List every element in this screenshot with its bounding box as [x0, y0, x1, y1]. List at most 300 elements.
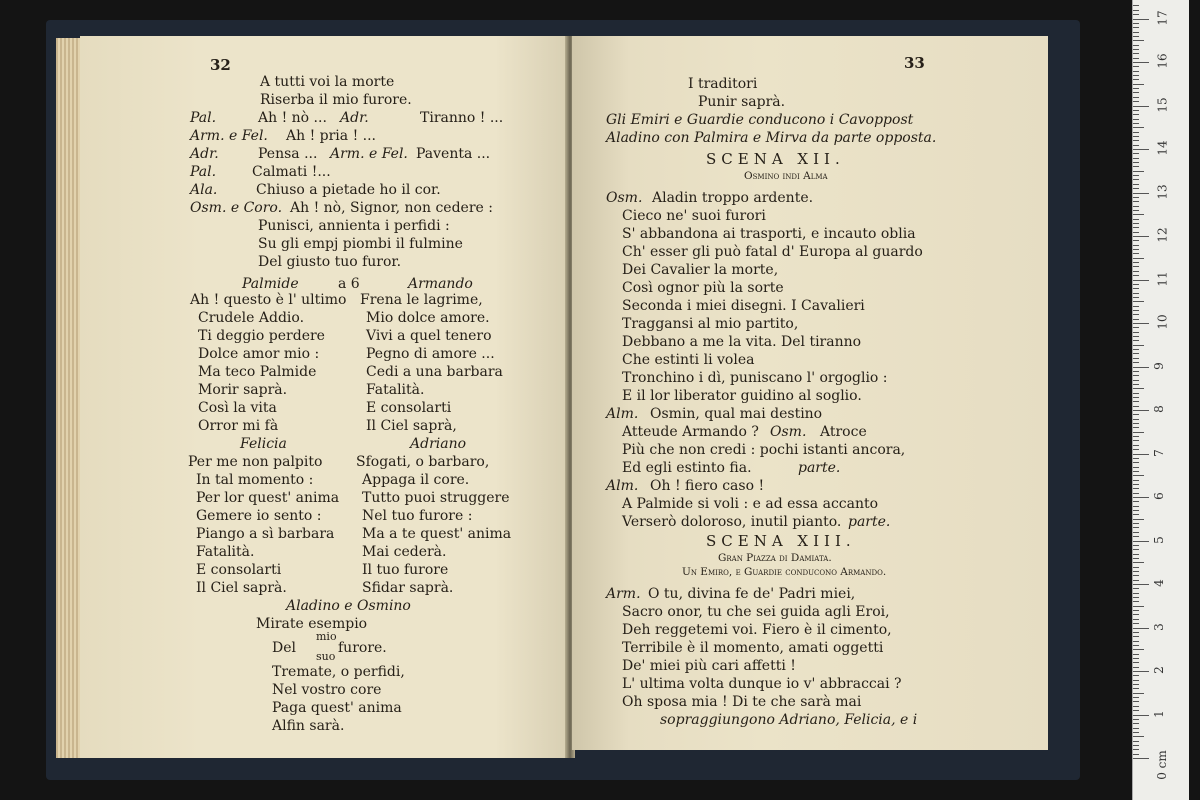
verse-line: Traggansi al mio partito,	[622, 316, 799, 332]
ruler-tick	[1133, 110, 1139, 111]
speaker: Pal.	[190, 110, 217, 126]
ruler-tick	[1133, 641, 1139, 642]
verse-line: Sacro onor, tu che sei guida agli Eroi,	[622, 604, 890, 620]
ruler-tick	[1133, 240, 1139, 241]
speaker: Osm.	[606, 190, 643, 206]
ruler-tick	[1133, 353, 1139, 354]
ruler-tick	[1133, 688, 1139, 689]
ruler-tick	[1133, 601, 1139, 602]
ruler-tick	[1133, 414, 1139, 415]
ruler-tick	[1133, 158, 1139, 159]
ruler-number: 13	[1155, 183, 1170, 200]
verse-line: Deh reggetemi voi. Fiero è il cimento,	[622, 622, 892, 638]
speaker: Adriano	[410, 436, 467, 452]
verse-line: mio	[316, 630, 337, 643]
verse-line: Punir saprà.	[698, 94, 786, 110]
ruler-tick	[1133, 436, 1139, 437]
scene-setting: Gran Piazza di Damiata.	[718, 552, 832, 564]
ruler-tick	[1133, 675, 1139, 676]
verse-line: L' ultima volta dunque io v' abbraccai ?	[622, 676, 902, 692]
ruler-tick	[1133, 75, 1139, 76]
ruler-tick	[1133, 671, 1149, 672]
ruler-tick	[1133, 380, 1139, 381]
ruler-tick	[1133, 32, 1139, 33]
verse-line: Debbano a me la vita. Del tiranno	[622, 334, 862, 350]
verse-line: Atteude Armando ?	[622, 424, 759, 440]
verse-line: Mio dolce amore.	[366, 310, 490, 326]
ruler-tick	[1133, 193, 1149, 194]
verse-line: Chiuso a pietade ho il cor.	[256, 182, 441, 198]
ruler-tick	[1133, 136, 1139, 137]
ruler-number: 6	[1151, 492, 1166, 500]
ruler-tick	[1133, 14, 1139, 15]
verse-line: Ch' esser gli può fatal d' Europa al guardo	[622, 244, 923, 260]
ruler-number: 14	[1155, 140, 1170, 156]
page-number: 32	[210, 56, 231, 74]
verse-line: E consolarti	[196, 562, 282, 578]
ruler-tick	[1133, 728, 1139, 729]
verse-line: Terribile è il momento, amati oggetti	[622, 640, 884, 656]
verse-line: Paventa ...	[416, 146, 491, 162]
right-page	[572, 36, 1048, 750]
ruler-number: 5	[1151, 535, 1166, 544]
ruler-tick	[1133, 19, 1149, 20]
verse-line: Alfin sarà.	[272, 718, 345, 734]
ruler-tick	[1133, 258, 1144, 259]
verse-line: Mai cederà.	[362, 544, 447, 560]
ruler-tick	[1133, 310, 1139, 311]
stage-direction: Aladino con Palmira e Mirva da parte opposta.	[606, 130, 937, 146]
verse-line: Sfidar saprà.	[362, 580, 454, 596]
ruler-tick	[1133, 706, 1139, 707]
ruler-tick	[1133, 523, 1139, 524]
ruler-tick	[1133, 162, 1139, 163]
ruler-tick	[1133, 475, 1144, 476]
ruler-tick	[1133, 658, 1139, 659]
ruler-tick	[1133, 667, 1139, 668]
ruler-number: 10	[1155, 314, 1170, 330]
verse-line: Ma teco Palmide	[198, 364, 317, 380]
scene-heading: SCENA XII.	[706, 150, 845, 168]
ruler-tick	[1133, 562, 1144, 563]
left-page	[80, 36, 568, 758]
ruler-number: 8	[1151, 405, 1166, 413]
ruler-number: 12	[1155, 227, 1170, 243]
ruler-tick	[1133, 201, 1139, 202]
ruler-tick	[1133, 62, 1149, 63]
verse-line: E il lor liberator guidino al soglio.	[622, 388, 862, 404]
ruler-number: 3	[1151, 622, 1166, 631]
ruler-tick	[1133, 327, 1139, 328]
ruler-number: 7	[1151, 448, 1166, 457]
ruler-tick	[1133, 462, 1139, 463]
verse-line: Il Ciel saprà.	[196, 580, 287, 596]
ruler-tick	[1133, 536, 1139, 537]
ruler-tick	[1133, 301, 1144, 302]
speaker: Felicia	[240, 436, 287, 452]
ruler-tick	[1133, 584, 1149, 585]
verse-line: Ah ! pria ! ...	[286, 128, 377, 144]
verse-line: Ah ! nò ...	[258, 110, 327, 126]
verse-line: Nel vostro core	[272, 682, 382, 698]
ruler-tick	[1133, 306, 1139, 307]
ruler-tick	[1133, 106, 1149, 107]
ruler-tick	[1133, 636, 1139, 637]
verse-line: Osmin, qual mai destino	[650, 406, 823, 422]
ruler-tick	[1133, 501, 1139, 502]
ruler-tick	[1133, 206, 1139, 207]
ruler-tick	[1133, 715, 1149, 716]
ruler-tick	[1133, 619, 1139, 620]
stage-direction: parte.	[798, 460, 841, 476]
ruler-tick	[1133, 754, 1139, 755]
verse-line: Ah ! questo è l' ultimo	[190, 292, 347, 308]
verse-line: Ti deggio perdere	[198, 328, 325, 344]
ruler-tick	[1133, 219, 1139, 220]
verse-line: Atroce	[820, 424, 867, 440]
ruler-tick	[1133, 53, 1139, 54]
speaker: Arm. e Fel.	[190, 128, 268, 144]
verse-line: O tu, divina fe de' Padri miei,	[648, 586, 856, 602]
ruler-tick	[1133, 680, 1139, 681]
ruler-number: 17	[1155, 9, 1170, 26]
verse-line: S' abbandona ai trasporti, e incauto oblia	[622, 226, 916, 242]
scene-characters: Un Emiro, e Guardie conducono Armando.	[682, 566, 887, 578]
ruler-tick	[1133, 123, 1139, 124]
verse-line: Oh ! fiero caso !	[650, 478, 765, 494]
verse-line: Cieco ne' suoi furori	[622, 208, 766, 224]
ruler-tick	[1133, 741, 1139, 742]
ruler-tick	[1133, 497, 1149, 498]
verse-line: Così ognor più la sorte	[622, 280, 784, 296]
ruler-tick	[1133, 758, 1149, 759]
verse-line: Fatalità.	[366, 382, 425, 398]
ruler-tick	[1133, 458, 1139, 459]
ruler-tick	[1133, 541, 1149, 542]
ruler-tick	[1133, 297, 1139, 298]
verse-line: Paga quest' anima	[272, 700, 402, 716]
verse-line: Seconda i miei disegni. I Cavalieri	[622, 298, 865, 314]
ruler-tick	[1133, 527, 1139, 528]
scene-characters: Osmino indi Alma	[744, 170, 828, 182]
ruler-tick	[1133, 454, 1149, 455]
verse-line: E consolarti	[366, 400, 452, 416]
ruler-number: 16	[1155, 53, 1170, 69]
ruler-tick	[1133, 484, 1139, 485]
ruler-tick	[1133, 614, 1139, 615]
ruler-tick	[1133, 23, 1139, 24]
ruler-tick	[1133, 393, 1139, 394]
ruler-tick	[1133, 340, 1139, 341]
ruler-tick	[1133, 40, 1144, 41]
verse-line: Riserba il mio furore.	[260, 92, 412, 108]
ruler-tick	[1133, 140, 1139, 141]
ruler-tick	[1133, 232, 1139, 233]
ruler-tick	[1133, 166, 1139, 167]
ruler-tick	[1133, 153, 1139, 154]
ruler-tick	[1133, 171, 1144, 172]
ruler-tick	[1133, 445, 1139, 446]
ruler-tick	[1133, 27, 1139, 28]
ruler-tick	[1133, 210, 1139, 211]
verse-line: Così la vita	[198, 400, 277, 416]
ruler-tick	[1133, 336, 1139, 337]
verse-line: Gemere io sento :	[196, 508, 322, 524]
ruler-tick	[1133, 79, 1139, 80]
verse-line: Piango a sì barbara	[196, 526, 335, 542]
verse-line: Fatalità.	[196, 544, 255, 560]
speaker: Osm.	[770, 424, 807, 440]
ruler-tick	[1133, 149, 1149, 150]
ruler-tick	[1133, 571, 1139, 572]
ruler-tick	[1133, 132, 1139, 133]
ruler-tick	[1133, 432, 1144, 433]
ruler-tick	[1133, 253, 1139, 254]
verse-line: Tronchino i dì, puniscano l' orgoglio :	[622, 370, 888, 386]
ruler-tick	[1133, 545, 1139, 546]
ruler-tick	[1133, 88, 1139, 89]
ruler-tick	[1133, 345, 1144, 346]
verse-line: Più che non credi : pochi istanti ancora,	[622, 442, 906, 458]
ruler-tick	[1133, 5, 1139, 6]
ruler-tick	[1133, 745, 1139, 746]
ruler-tick	[1133, 440, 1139, 441]
ruler-tick	[1133, 332, 1139, 333]
stage-direction: Gli Emiri e Guardie conducono i Cavoppost	[606, 112, 914, 128]
ruler-tick	[1133, 349, 1139, 350]
verse-line: Aladin troppo ardente.	[652, 190, 814, 206]
ruler-number: 15	[1155, 96, 1170, 113]
ruler-tick	[1133, 249, 1139, 250]
stage-direction: parte.	[848, 514, 891, 530]
ruler-tick	[1133, 271, 1139, 272]
ruler-tick	[1133, 49, 1139, 50]
ruler-tick	[1133, 593, 1139, 594]
ruler-tick	[1133, 84, 1144, 85]
ruler-tick	[1133, 606, 1144, 607]
ruler-tick	[1133, 145, 1139, 146]
speaker: Adr.	[340, 110, 369, 126]
ruler-tick	[1133, 71, 1139, 72]
verse-line: Che estinti li volea	[622, 352, 755, 368]
ruler-tick	[1133, 567, 1139, 568]
ruler-tick	[1133, 649, 1144, 650]
ruler-tick	[1133, 736, 1144, 737]
ruler-number: 2	[1151, 666, 1166, 674]
ruler-tick	[1133, 719, 1139, 720]
verse-line: Vivi a quel tenero	[366, 328, 492, 344]
ruler-tick	[1133, 397, 1139, 398]
verse-line: Tiranno ! ...	[420, 110, 504, 126]
ruler-tick	[1133, 293, 1139, 294]
ruler-tick	[1133, 588, 1139, 589]
ruler-tick	[1133, 580, 1139, 581]
ruler-tick	[1133, 471, 1139, 472]
stage-direction: sopraggiungono Adriano, Felicia, e i	[660, 712, 918, 728]
ruler-tick	[1133, 401, 1139, 402]
ruler-unit-label: 0 cm	[1154, 750, 1169, 780]
verse-line: Verserò doloroso, inutil pianto.	[622, 514, 842, 530]
ruler-number: 1	[1151, 709, 1166, 718]
verse-line: Per lor quest' anima	[196, 490, 340, 506]
ruler-tick	[1133, 701, 1139, 702]
verse-line: Su gli empj piombi il fulmine	[258, 236, 463, 252]
ruler-tick	[1133, 632, 1139, 633]
verse-line: Crudele Addio.	[198, 310, 305, 326]
speaker: Osm. e Coro.	[190, 200, 283, 216]
ruler-tick	[1133, 519, 1144, 520]
ruler-tick	[1133, 654, 1139, 655]
ruler-tick	[1133, 179, 1139, 180]
ruler-tick	[1133, 749, 1139, 750]
ruler-tick	[1133, 367, 1149, 368]
ruler-tick	[1133, 697, 1139, 698]
ruler-tick	[1133, 623, 1139, 624]
ruler-tick	[1133, 371, 1139, 372]
verse-line: furore.	[338, 640, 387, 656]
speaker: Alm.	[606, 478, 639, 494]
verse-line: Tutto puoi struggere	[362, 490, 510, 506]
speaker: Alm.	[606, 406, 639, 422]
ruler-tick	[1133, 597, 1139, 598]
verse-line: Ah ! nò, Signor, non cedere :	[290, 200, 493, 216]
speaker: Armando	[408, 276, 473, 292]
ruler-tick	[1133, 732, 1139, 733]
ruler-tick	[1133, 384, 1139, 385]
ruler-tick	[1133, 227, 1139, 228]
ruler-tick	[1133, 467, 1139, 468]
verse-line: suo	[316, 650, 336, 663]
verse-line: Punisci, annienta i perfidi :	[258, 218, 450, 234]
verse-line: Ed egli estinto fia.	[622, 460, 752, 476]
verse-line: De' miei più cari affetti !	[622, 658, 796, 674]
speaker: Pal.	[190, 164, 217, 180]
verse-line: I traditori	[688, 76, 758, 92]
ruler-tick	[1133, 488, 1139, 489]
ruler-tick	[1133, 323, 1149, 324]
ruler-tick	[1133, 514, 1139, 515]
ruler-tick	[1133, 410, 1149, 411]
ruler-tick	[1133, 66, 1139, 67]
verse-line: Del	[272, 640, 296, 656]
scene-heading: SCENA XIII.	[706, 532, 856, 550]
ruler-tick	[1133, 127, 1144, 128]
ruler-tick	[1133, 262, 1139, 263]
ruler-tick	[1133, 119, 1139, 120]
ruler-tick	[1133, 188, 1139, 189]
ruler-tick	[1133, 92, 1139, 93]
ruler-tick	[1133, 710, 1139, 711]
verse-line: Il Ciel saprà,	[366, 418, 457, 434]
verse-line: Ma a te quest' anima	[362, 526, 512, 542]
ruler-tick	[1133, 406, 1139, 407]
ruler-tick	[1133, 362, 1139, 363]
ruler-tick	[1133, 10, 1139, 11]
ruler-tick	[1133, 114, 1139, 115]
ruler-tick	[1133, 214, 1144, 215]
verse-line: Oh sposa mia ! Di te che sarà mai	[622, 694, 862, 710]
ruler-tick	[1133, 245, 1139, 246]
ruler-tick	[1133, 375, 1139, 376]
ruler-tick	[1133, 266, 1139, 267]
ruler-tick	[1133, 510, 1139, 511]
verse-line: Morir saprà.	[198, 382, 288, 398]
page-number: 33	[904, 54, 925, 72]
ruler-tick	[1133, 97, 1139, 98]
ruler-tick	[1133, 532, 1139, 533]
ruler-tick	[1133, 558, 1139, 559]
verse-line: Pensa ...	[258, 146, 318, 162]
ruler-tick	[1133, 236, 1149, 237]
ruler-tick	[1133, 423, 1139, 424]
ruler-tick	[1133, 275, 1139, 276]
verse-line: Per me non palpito	[188, 454, 323, 470]
ruler-tick	[1133, 101, 1139, 102]
ruler-tick	[1133, 197, 1139, 198]
ruler-tick	[1133, 175, 1139, 176]
ruler-tick	[1133, 549, 1139, 550]
verse-line: A tutti voi la morte	[260, 74, 395, 90]
verse-line: Frena le lagrime,	[360, 292, 483, 308]
ruler-number: 11	[1155, 270, 1170, 287]
speaker: Adr.	[190, 146, 219, 162]
ruler-tick	[1133, 358, 1139, 359]
ruler-tick	[1133, 388, 1144, 389]
verse-line: Sfogati, o barbaro,	[356, 454, 490, 470]
verse-line: In tal momento :	[196, 472, 314, 488]
verse-line: Nel tuo furore :	[362, 508, 473, 524]
ruler-tick	[1133, 284, 1139, 285]
verse-line: Del giusto tuo furor.	[258, 254, 402, 270]
speaker: Aladino e Osmino	[286, 598, 411, 614]
speaker: Arm. e Fel.	[330, 146, 408, 162]
ruler-tick	[1133, 314, 1139, 315]
ruler-tick	[1133, 575, 1139, 576]
ruler-tick	[1133, 184, 1139, 185]
ruler-tick	[1133, 645, 1139, 646]
ruler-tick	[1133, 319, 1139, 320]
ruler-number: 9	[1151, 361, 1166, 370]
verse-line: Orror mi fà	[198, 418, 279, 434]
verse-line: A Palmide si voli : e ad essa accanto	[622, 496, 879, 512]
ruler-tick	[1133, 36, 1139, 37]
ruler-number: 4	[1151, 579, 1166, 587]
ruler-tick	[1133, 280, 1149, 281]
speaker: Arm.	[606, 586, 641, 602]
ruler-tick	[1133, 662, 1139, 663]
measuring-ruler	[1132, 0, 1189, 800]
verse-line: Cedi a una barbara	[366, 364, 503, 380]
ruler-tick	[1133, 554, 1139, 555]
ruler-tick	[1133, 427, 1139, 428]
verse-line: Tremate, o perfidi,	[272, 664, 405, 680]
verse-line: Appaga il core.	[362, 472, 470, 488]
ruler-tick	[1133, 493, 1139, 494]
speaker: Palmide	[242, 276, 299, 292]
ruler-tick	[1133, 723, 1139, 724]
verse-line: Il tuo furore	[362, 562, 449, 578]
ruler-tick	[1133, 693, 1144, 694]
verse-line: Dei Cavalier la morte,	[622, 262, 779, 278]
ruler-tick	[1133, 506, 1139, 507]
ruler-tick	[1133, 449, 1139, 450]
verse-line: Calmati !...	[252, 164, 331, 180]
ruler-tick	[1133, 628, 1149, 629]
ruler-tick	[1133, 58, 1139, 59]
verse-line: Pegno di amore ...	[366, 346, 495, 362]
ruler-tick	[1133, 480, 1139, 481]
verse-line: Mirate esempio	[256, 616, 368, 632]
